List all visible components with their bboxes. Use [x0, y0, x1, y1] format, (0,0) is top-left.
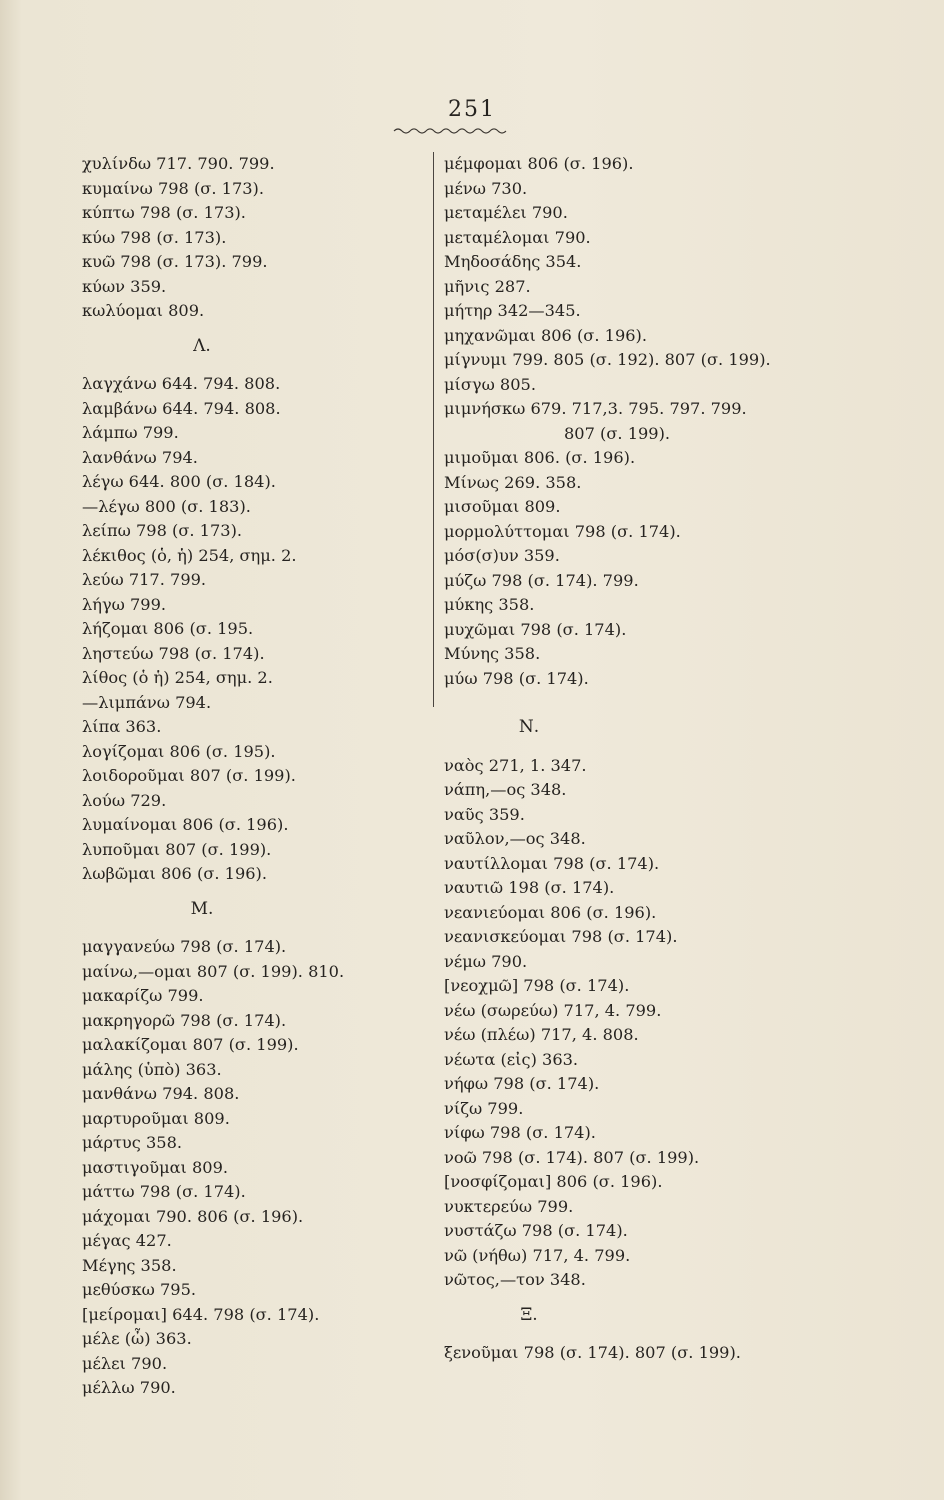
list-item: μιμνήσκω 679. 717,3. 795. 797. 799.	[444, 399, 747, 418]
list-item: μαλακίζομαι 807 (σ. 199).	[82, 1035, 299, 1054]
list-item: νῶ (νήθω) 717, 4. 799.	[444, 1245, 631, 1265]
column-divider	[433, 152, 434, 707]
list-item: κωλύομαι 809.	[82, 301, 205, 320]
list-item: νίζω 799.	[444, 1098, 524, 1118]
list-item: μέλλω 790.	[82, 1378, 176, 1397]
list-item: κύω 798 (σ. 173).	[82, 227, 227, 247]
page-number: 251	[448, 97, 496, 122]
list-item: λυμαίνομαι 806 (σ. 196).	[82, 815, 289, 834]
list-item: —λέγω 800 (σ. 183).	[82, 496, 251, 516]
list-item: [νοσφίζομαι] 806 (σ. 196).	[444, 1172, 663, 1191]
list-item: μεθύσκω 795.	[82, 1280, 197, 1299]
list-item: μανθάνω 794. 808.	[82, 1084, 240, 1103]
list-item-continuation: 807 (σ. 199).	[564, 423, 671, 443]
list-item: μάττω 798 (σ. 174).	[82, 1182, 246, 1201]
list-item: ναῦς 359.	[444, 804, 525, 824]
list-item: μίγνυμι 799. 805 (σ. 192). 807 (σ. 199).	[444, 350, 771, 369]
list-item: μέγας 427.	[82, 1231, 172, 1250]
list-item: —λιμπάνω 794.	[82, 692, 212, 712]
list-item: [νεοχμῶ] 798 (σ. 174).	[444, 976, 630, 995]
section-heading-xi: Ξ.	[520, 1304, 538, 1325]
list-item: κυῶ 798 (σ. 173). 799.	[82, 252, 268, 271]
list-item: μυχῶμαι 798 (σ. 174).	[444, 619, 627, 639]
list-item: λαγχάνω 644. 794. 808.	[82, 374, 281, 393]
list-item: χυλίνδω 717. 790. 799.	[82, 154, 275, 173]
list-item: λέκιθος (ὁ, ἡ) 254, σημ. 2.	[82, 545, 297, 565]
list-item: μένω 730.	[444, 178, 528, 198]
list-item: ληστεύω 798 (σ. 174).	[82, 643, 265, 663]
list-item: μίσγω 805.	[444, 374, 536, 394]
list-item: λωβῶμαι 806 (σ. 196).	[82, 864, 268, 883]
list-item: κυμαίνω 798 (σ. 173).	[82, 178, 264, 198]
list-item: νῶτος,—τον 348.	[444, 1270, 586, 1289]
list-item: μακαρίζω 799.	[82, 986, 204, 1005]
list-item: μύκης 358.	[444, 595, 535, 614]
list-item: μεταμέλομαι 790.	[444, 227, 591, 247]
entries-kappa	[82, 152, 422, 324]
list-item: λήζομαι 806 (σ. 195.	[82, 619, 254, 638]
list-item: μαγγανεύω 798 (σ. 174).	[82, 937, 287, 956]
list-item: μάρτυς 358.	[82, 1133, 183, 1152]
list-item: νίφω 798 (σ. 174).	[444, 1123, 596, 1142]
section-heading-nu: Ν.	[518, 717, 540, 737]
list-item: νέω (σωρεύω) 717, 4. 799.	[444, 1000, 662, 1020]
list-item: λυποῦμαι 807 (σ. 199).	[82, 839, 272, 859]
list-item: μάχομαι 790. 806 (σ. 196).	[82, 1206, 304, 1226]
list-item: λίθος (ὁ ἡ) 254, σημ. 2.	[82, 668, 273, 687]
section-heading-mu: Μ.	[190, 898, 214, 919]
list-item: μῆνις 287.	[444, 276, 531, 296]
list-item: νυστάζω 798 (σ. 174).	[444, 1221, 628, 1240]
list-item: μύζω 798 (σ. 174). 799.	[444, 570, 639, 590]
list-item: μέμφομαι 806 (σ. 196).	[444, 154, 634, 173]
list-item: λείπω 798 (σ. 173).	[82, 521, 243, 540]
list-item: μισοῦμαι 809.	[444, 497, 561, 516]
list-item: νεανιεύομαι 806 (σ. 196).	[444, 902, 657, 922]
list-item: λέγω 644. 800 (σ. 184).	[82, 472, 276, 491]
list-item: μάλης (ὑπὸ) 363.	[82, 1059, 222, 1079]
list-item: νάπη,—ος 348.	[444, 780, 567, 799]
list-item: Μέγης 358.	[82, 1255, 177, 1275]
list-item: μαρτυροῦμαι 809.	[82, 1108, 230, 1128]
list-item: λάμπω 799.	[82, 423, 179, 442]
list-item: μαίνω,—ομαι 807 (σ. 199). 810.	[82, 961, 345, 981]
list-item: νέω (πλέω) 717, 4. 808.	[444, 1025, 639, 1044]
list-item: Μηδοσάδης 354.	[444, 252, 582, 271]
section-heading-lambda: Λ.	[193, 335, 211, 356]
list-item: μεταμέλει 790.	[444, 203, 568, 222]
list-item: λήγω 799.	[82, 594, 167, 614]
list-item: λούω 729.	[82, 790, 167, 810]
list-item: νυκτερεύω 799.	[444, 1196, 574, 1216]
list-item: νέωτα (εἰς) 363.	[444, 1049, 579, 1069]
list-item: κύων 359.	[82, 276, 167, 296]
list-item: μύω 798 (σ. 174).	[444, 668, 589, 688]
list-item: ναυτιῶ 198 (σ. 174).	[444, 878, 615, 897]
list-item: Μύνης 358.	[444, 644, 541, 663]
entries-xi	[444, 1341, 824, 1366]
entries-mu-continued	[444, 152, 824, 691]
list-item: μήτηρ 342—345.	[444, 301, 581, 320]
list-item: μέλει 790.	[82, 1353, 168, 1373]
list-item: Μίνως 269. 358.	[444, 472, 582, 492]
entries-nu	[444, 754, 824, 1293]
entries-mu	[82, 935, 422, 1401]
list-item: [μείρομαι] 644. 798 (σ. 174).	[82, 1304, 320, 1324]
list-item: νεανισκεύομαι 798 (σ. 174).	[444, 927, 678, 946]
list-item: κύπτω 798 (σ. 173).	[82, 203, 246, 222]
list-item: λίπα 363.	[82, 717, 162, 736]
list-item: νοῶ 798 (σ. 174). 807 (σ. 199).	[444, 1147, 700, 1167]
list-item: ναυτίλλομαι 798 (σ. 174).	[444, 853, 660, 873]
list-item: λαμβάνω 644. 794. 808.	[82, 398, 281, 418]
left-column	[82, 152, 422, 1401]
list-item: ναῦλον,—ος 348.	[444, 829, 586, 848]
list-item: μιμοῦμαι 806. (σ. 196).	[444, 448, 636, 467]
list-item: μακρηγορῶ 798 (σ. 174).	[82, 1010, 287, 1030]
list-item: λανθάνω 794.	[82, 447, 198, 467]
list-item: λεύω 717. 799.	[82, 570, 207, 589]
list-item: μορμολύττομαι 798 (σ. 174).	[444, 521, 681, 541]
spacer	[444, 691, 824, 705]
list-item: νήφω 798 (σ. 174).	[444, 1074, 600, 1093]
list-item: νέμω 790.	[444, 951, 528, 971]
list-item: μηχανῶμαι 806 (σ. 196).	[444, 325, 647, 345]
list-item: ναὸς 271, 1. 347.	[444, 755, 587, 775]
list-item: ξενοῦμαι 798 (σ. 174). 807 (σ. 199).	[444, 1343, 741, 1362]
list-item: μέλε (ὦ) 363.	[82, 1329, 192, 1348]
right-column	[444, 152, 824, 1366]
list-item: μόσ(σ)υν 359.	[444, 546, 560, 565]
list-item: λοιδοροῦμαι 807 (σ. 199).	[82, 766, 296, 785]
list-item: μαστιγοῦμαι 809.	[82, 1157, 229, 1177]
list-item: λογίζομαι 806 (σ. 195).	[82, 741, 276, 761]
wavy-ornament	[392, 126, 510, 136]
entries-lambda	[82, 372, 422, 887]
